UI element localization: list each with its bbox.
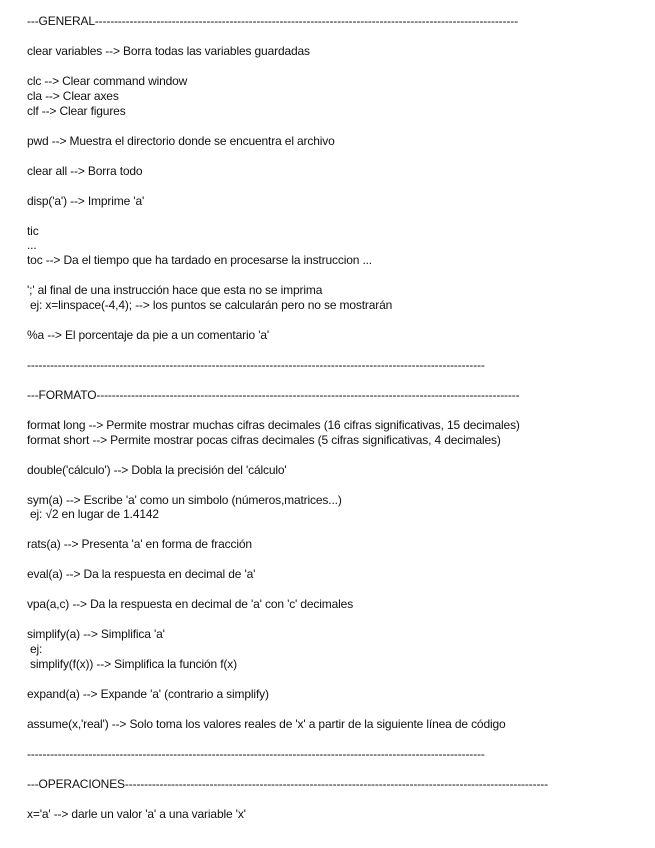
clf-line: clf --> Clear figures — [27, 103, 126, 118]
toc-line: toc --> Da el tiempo que ha tardado en procesarse la instruccion ... — [27, 253, 372, 268]
tic-line: tic — [27, 223, 39, 238]
general-section-header: ---GENERAL-------------------------------------------------------------------------------------------------------------- — [27, 14, 518, 28]
simplify-example-line: simplify(f(x)) --> Simplifica la función f(x) — [30, 656, 237, 671]
eval-line: eval(a) --> Da la respuesta en decimal de 'a' — [27, 567, 256, 582]
simplify-ej-label: ej: — [30, 642, 43, 657]
clear-variables-line: clear variables --> Borra todas las variables guardadas — [27, 43, 310, 58]
vpa-line: vpa(a,c) --> Da la respuesta en decimal de 'a' con 'c' decimales — [27, 597, 354, 612]
format-short-line: format short --> Permite mostrar pocas cifras decimales (5 cifras significativas, 4 decimales) — [27, 432, 501, 447]
semicolon-example-line: ej: x=linspace(-4,4); --> los puntos se calcularán pero no se mostrarán — [30, 297, 393, 312]
sym-example-line: ej: √2 en lugar de 1.4142 — [30, 507, 159, 522]
pwd-line: pwd --> Muestra el directorio donde se encuentra el archivo — [27, 133, 335, 148]
assume-line: assume(x,'real') --> Solo toma los valores reales de 'x' a partir de la siguiente línea de código — [27, 716, 506, 731]
clc-line: clc --> Clear command window — [27, 73, 188, 88]
general-divider: ----------------------------------------------------------------------------------------------------------------------- — [27, 357, 485, 372]
disp-line: disp('a') --> Imprime 'a' — [27, 193, 145, 208]
sym-line: sym(a) --> Escribe 'a' como un simbolo (números,matrices...) — [27, 492, 342, 507]
operaciones-section-header: ---OPERACIONES-------------------------------------------------------------------------------------------------------------- — [27, 776, 548, 791]
clear-all-line: clear all --> Borra todo — [27, 163, 143, 178]
cla-line: cla --> Clear axes — [27, 88, 119, 103]
document-body — [27, 14, 647, 822]
formato-divider: ----------------------------------------------------------------------------------------------------------------------- — [27, 746, 485, 761]
double-line: double('cálculo') --> Dobla la precisión del 'cálculo' — [27, 462, 287, 477]
semicolon-line: ';' al final de una instrucción hace que esta no se imprima — [27, 283, 323, 298]
formato-section-header: ---FORMATO-------------------------------------------------------------------------------------------------------------- — [27, 387, 520, 402]
percent-comment-line: %a --> El porcentaje da pie a un comentario 'a' — [27, 327, 270, 342]
format-long-line: format long --> Permite mostrar muchas cifras decimales (16 cifras significativas, 15 decimales) — [27, 417, 520, 432]
simplify-line: simplify(a) --> Simplifica 'a' — [27, 627, 165, 642]
expand-line: expand(a) --> Expande 'a' (contrario a simplify) — [27, 686, 269, 701]
assign-line: x='a' --> darle un valor 'a' a una variable 'x' — [27, 806, 246, 821]
ellipsis-line: ... — [27, 238, 37, 253]
rats-line: rats(a) --> Presenta 'a' en forma de fracción — [27, 537, 252, 552]
